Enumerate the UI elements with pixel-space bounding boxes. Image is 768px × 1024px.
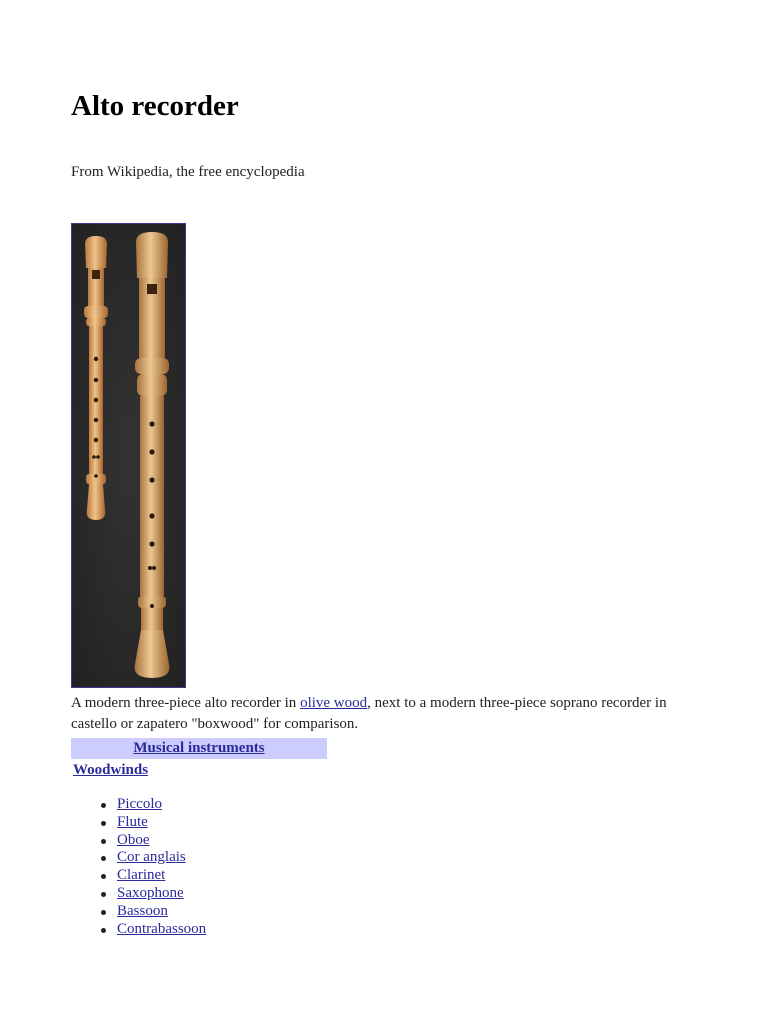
navbox-header	[71, 738, 327, 759]
site-tagline: From Wikipedia, the free encyclopedia	[71, 164, 305, 180]
list-item	[117, 921, 206, 939]
list-item	[117, 814, 206, 832]
recorder-photo[interactable]	[71, 223, 186, 688]
figure-caption	[71, 693, 691, 735]
olive-wood-link[interactable]: olive wood	[300, 695, 368, 711]
musical-instruments-link[interactable]: Musical instruments	[133, 740, 265, 756]
woodwinds-link[interactable]: Woodwinds	[73, 762, 149, 778]
list-item	[117, 832, 206, 850]
saxophone-link[interactable]: Saxophone	[117, 884, 184, 901]
list-item	[117, 903, 206, 921]
cor-anglais-link[interactable]: Cor anglais	[117, 849, 186, 866]
recorder-photo-image	[72, 224, 185, 687]
bassoon-link[interactable]: Bassoon	[117, 902, 168, 919]
contrabassoon-link[interactable]: Contrabassoon	[117, 920, 207, 937]
flute-link[interactable]: Flute	[117, 813, 148, 830]
oboe-link[interactable]: Oboe	[117, 831, 150, 848]
list-item	[117, 849, 206, 867]
caption-text-before: A modern three-piece alto recorder in	[71, 695, 301, 711]
clarinet-link[interactable]: Clarinet	[117, 867, 166, 884]
instrument-list	[71, 796, 206, 938]
piccolo-link[interactable]: Piccolo	[117, 796, 162, 812]
navbox-group-title	[73, 760, 148, 780]
list-item	[117, 867, 206, 885]
list-item	[117, 885, 206, 903]
page-title: Alto recorder	[71, 90, 239, 122]
caption-text-after: , next to a modern three-piece soprano recorder in castello or zapatero "boxwood" for comparison.	[71, 695, 667, 732]
list-item	[117, 796, 206, 814]
